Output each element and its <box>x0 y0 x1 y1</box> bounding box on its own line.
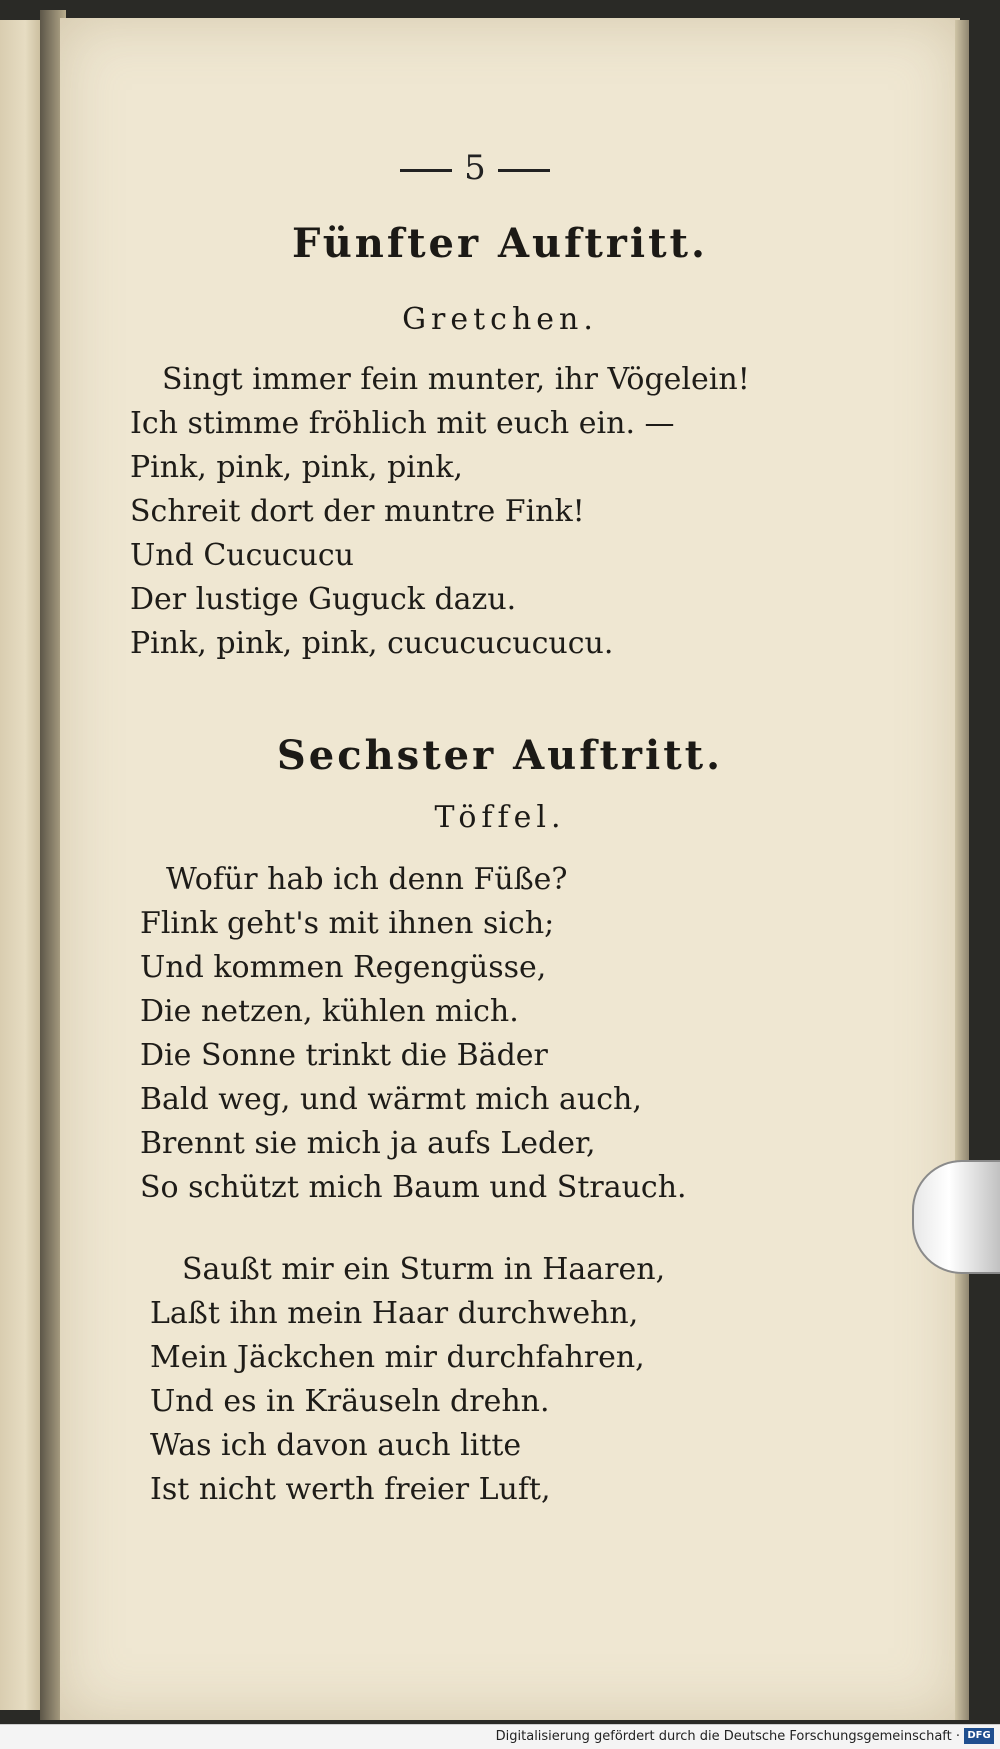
footer-credit: Digitalisierung gefördert durch die Deutsche Forschungsgemeinschaft · <box>495 1729 960 1744</box>
page-number: 5 <box>370 148 580 188</box>
verse-gretchen <box>130 358 750 666</box>
footer-bar <box>0 1724 1000 1749</box>
verse-line: Brennt sie mich ja aufs Leder, <box>140 1126 596 1161</box>
scene-heading-5: Fünfter Auftritt. <box>292 220 708 267</box>
verse-line: Schreit dort der muntre Fink! <box>130 494 585 529</box>
verse-line: Der lustige Guguck dazu. <box>130 582 517 617</box>
verse-line: So schützt mich Baum und Strauch. <box>140 1170 687 1205</box>
verse-line: Und kommen Regengüsse, <box>140 950 547 985</box>
verse-line: Laßt ihn mein Haar durchwehn, <box>150 1296 639 1331</box>
page-clip <box>912 1160 1000 1274</box>
verse-line: Die Sonne trinkt die Bäder <box>140 1038 548 1073</box>
page-edge <box>955 20 969 1720</box>
verse-line: Bald weg, und wärmt mich auch, <box>140 1082 642 1117</box>
verse-stanza-2 <box>150 1248 665 1512</box>
verse-line: Pink, pink, pink, pink, <box>130 450 463 485</box>
verse-line: Saußt mir ein Sturm in Haaren, <box>182 1252 666 1287</box>
verse-line: Pink, pink, pink, cucucucucucu. <box>130 626 614 661</box>
verse-line: Und Cucucucu <box>130 538 354 573</box>
verse-stanza-1 <box>140 858 687 1210</box>
verse-line: Mein Jäckchen mir durchfahren, <box>150 1340 645 1375</box>
verse-line: Ich stimme fröhlich mit euch ein. — <box>130 406 675 441</box>
verse-line: Die netzen, kühlen mich. <box>140 994 519 1029</box>
verse-line: Und es in Kräuseln drehn. <box>150 1384 550 1419</box>
speaker-name-gretchen: Gretchen. <box>402 302 598 337</box>
speaker-name-toeffel: Töffel. <box>434 800 566 835</box>
verse-line: Ist nicht werth freier Luft, <box>150 1472 551 1507</box>
verse-line: Flink geht's mit ihnen sich; <box>140 906 555 941</box>
verse-line: Wofür hab ich denn Füße? <box>166 862 568 897</box>
dfg-logo-icon: DFG <box>964 1728 994 1744</box>
verse-line: Was ich davon auch litte <box>150 1428 522 1463</box>
verse-line: Singt immer fein munter, ihr Vögelein! <box>162 362 750 397</box>
left-page-edge <box>0 20 42 1710</box>
scene-heading-6: Sechster Auftritt. <box>276 732 724 779</box>
